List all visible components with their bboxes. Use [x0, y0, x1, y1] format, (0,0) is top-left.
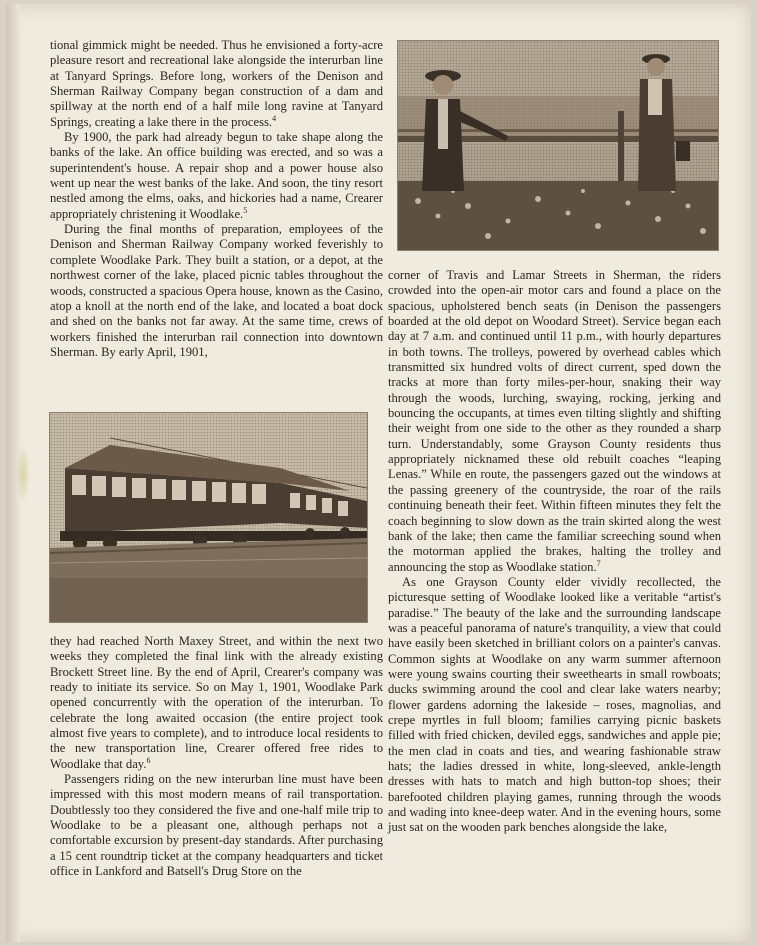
right-column-text [388, 268, 721, 836]
photo-men-at-fence [397, 40, 719, 251]
paragraph: corner of Travis and Lamar Streets in Sherman, the riders crowded into the open-air motor cars and found a place on the spacious, upholstered bench seats (in Denison the passengers boarded at the old depot on Woodard Street). Service began each day at 7 a.m. and continued until 11 p.m., with hourly departures in both towns. The trolleys, powered by overhead cables which transmitted six hundred volts of direct current, sped down the tracks at more than forty miles-per-hour, snaking their way through the woods, lurching, swaying, rocking, jerking and bouncing the occupants, at times even tilting slightly and shifting their weight from one side to the other as they rounded a sharp turn. Understandably, some Grayson County residents thus appropriately nicknamed these old rebuilt coaches “leaping Lenas.” While en route, the passengers gazed out the windows at the passing greenery of the countryside, the roar of the rails continuing beneath their feet. Within fifteen minutes they felt the coach beginning to slow down as the train skirted along the west bank of the lake; then came the familiar screeching sound when the motorman applied the brakes, halting the trolley and announcing the stop as Woodlake station.$^7$ [388, 268, 721, 574]
paragraph: During the final months of preparation, employees of the Denison and Sherman Railway Company worked feverishly to complete Woodlake Park. They built a station, or a depot, at the northwest corner of the lake, placed picnic tables throughout the woods, constructed a spacious Opera house, known as the Casino, atop a knoll at the north end of the lake, and located a boat dock and shed on the banks not far away. At the same time, crews of workers finished the interurban rail connection into downtown Sherman. By early April, 1901, [50, 222, 383, 359]
photo-interurban-trolley [49, 412, 368, 623]
photo-men-at-fence-image [398, 41, 718, 250]
paper-stain [16, 444, 30, 504]
left-column-bottom-text [50, 634, 383, 880]
paragraph: Passengers riding on the new interurban line must have been impressed with this most modern means of rail transportation. Doubtlessly too they considered the five and one-half mile trip to Woodlake to be a pleasant one, although perhaps not a comfortable excursion by present-day standards. After purchasing a 15 cent roundtrip ticket at the company headquarters and ticket office in Lankford and Batsell's Drug Store on the [50, 772, 383, 879]
magazine-page [6, 4, 751, 942]
paragraph: By 1900, the park had already begun to take shape along the banks of the lake. An office building was erected, and so was a superintendent's house. A repair shop and a power house also went up near the west banks of the lake. And soon, the tiny resort nestled among the elms, oaks, and hickories had a name, Crearer appropriately christening it Woodlake.$^5$ [50, 130, 383, 221]
photo-interurban-trolley-image [50, 413, 367, 622]
paragraph: As one Grayson County elder vividly recollected, the picturesque setting of Woodlake looked like a veritable “artist's paradise.” The beauty of the lake and the surrounding landscape was a peaceful panorama of nature's tranquility, a view that could have easily been sketched in brilliant colors on a painter's canvas. Common sights at Woodlake on any warm summer afternoon were young swains courting their sweethearts in small rowboats; ducks swimming around the cool and clear lake waters nearby; flower gardens adorning the lakeside – roses, magnolias, and crepe myrtles in full bloom; families carrying picnic baskets filled with fried chicken, deviled eggs, sandwiches and apple pie; the men clad in coats and ties, and wearing fashionable straw hats; the ladies dressed in white, long-sleeved, ankle-length dresses with hats to match and high button-top shoes; their barefooted children playing games, running through the woods and wading into knee-deep water. And in the evening hours, some just sat on the wooden park benches alongside the lake, [388, 574, 721, 835]
paragraph: tional gimmick might be needed. Thus he envisioned a forty-acre pleasure resort and recreational lake alongside the interurban line at Tanyard Springs. Before long, workers of the Denison and Sherman Railway Company began construction of a dam and spillway at the north end of a half mile long ravine at Tanyard Springs, creating a lake there in the process.$^4$ [50, 38, 383, 129]
paragraph: they had reached North Maxey Street, and within the next two weeks they completed the final link with the already existing Brockett Street line. By the end of April, Crearer's company was ready to initiate its service. So on May 1, 1901, Woodlake Park opened concurrently with the operation of the interurban. To celebrate the long awaited occasion (the entire project took almost five years to complete), and to introduce local residents to the new transportation line, Crearer offered free rides to Woodlake that day.$^6$ [50, 634, 383, 771]
left-column-top-text [50, 38, 383, 360]
